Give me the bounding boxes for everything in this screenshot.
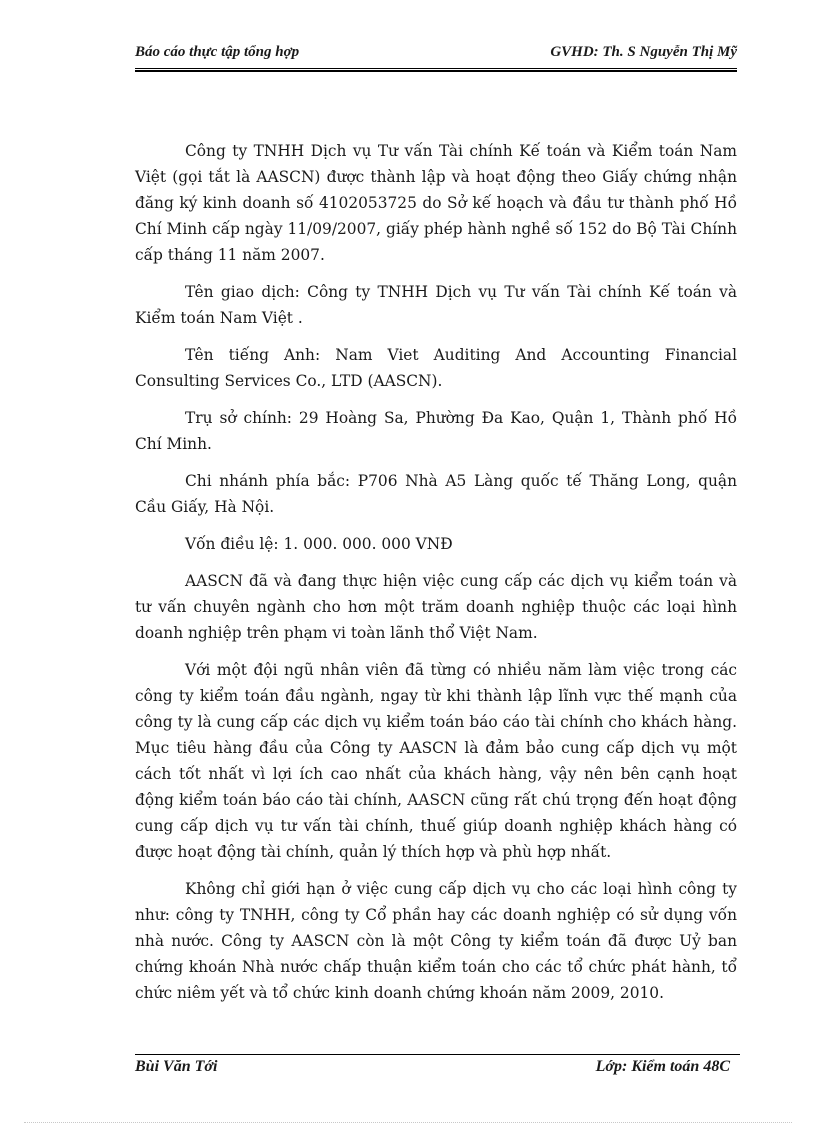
footer-class: Lớp: Kiểm toán 48C <box>595 1058 730 1075</box>
page-header <box>135 44 737 69</box>
footer-divider <box>135 1054 740 1055</box>
paragraph-trade-name: Tên giao dịch: Công ty TNHH Dịch vụ Tư vấn Tài chính Kế toán và Kiểm toán Nam Việt . <box>135 283 737 327</box>
header-supervisor: GVHD: Th. S Nguyễn Thị Mỹ <box>550 44 737 60</box>
document-body <box>135 138 737 1017</box>
paragraph-staff-mission: Với một đội ngũ nhân viên đã từng có nhiều năm làm việc trong các công ty kiểm toán đầu ngành, ngay từ khi thành lập lĩnh vực thế mạnh của công ty là cung cấp các dịch vụ kiểm toán báo cáo tài chính cho khách hàng. Mục tiêu hàng đầu của Công ty AASCN là đảm bảo cung cấp dịch vụ một cách tốt nhất vì lợi ích cao nhất của khách hàng, vậy nên bên cạnh hoạt động kiểm toán báo cáo tài chính, AASCN cũng rất chú trọng đến hoạt động cung cấp dịch vụ tư vấn tài chính, thuế giúp doanh nghiệp khách hàng có được hoạt động tài chính, quản lý thích hợp và phù hợp nhất. <box>135 661 737 861</box>
paragraph-english-name: Tên tiếng Anh: Nam Viet Auditing And Accounting Financial Consulting Services Co., LTD (AASCN). <box>135 346 737 390</box>
header-divider <box>135 70 737 72</box>
paragraph-scope: Không chỉ giới hạn ở việc cung cấp dịch vụ cho các loại hình công ty như: công ty TNHH, công ty Cổ phần hay các doanh nghiệp có sử dụng vốn nhà nước. Công ty AASCN còn là một Công ty kiểm toán đã được Uỷ ban chứng khoán Nhà nước chấp thuận kiểm toán cho các tổ chức phát hành, tổ chức niêm yết và tổ chức kinh doanh chứng khoán năm 2009, 2010. <box>135 880 737 1002</box>
paragraph-services: AASCN đã và đang thực hiện việc cung cấp các dịch vụ kiểm toán và tư vấn chuyên ngành cho hơn một trăm doanh nghiệp thuộc các loại hình doanh nghiệp trên phạm vi toàn lãnh thổ Việt Nam. <box>135 572 737 642</box>
paragraph-charter-capital: Vốn điều lệ: 1. 000. 000. 000 VNĐ <box>185 535 453 553</box>
header-report-title: Báo cáo thực tập tổng hợp <box>135 44 300 60</box>
page-footer <box>135 1058 740 1076</box>
paragraph-head-office: Trụ sở chính: 29 Hoàng Sa, Phường Đa Kao, Quận 1, Thành phố Hồ Chí Minh. <box>135 409 737 453</box>
footer-author: Bùi Văn Tới <box>135 1058 218 1075</box>
paragraph-company-intro: Công ty TNHH Dịch vụ Tư vấn Tài chính Kế toán và Kiểm toán Nam Việt (gọi tắt là AASCN) được thành lập và hoạt động theo Giấy chứng nhận đăng ký kinh doanh số 4102053725 do Sở kế hoạch và đầu tư thành phố Hồ Chí Minh cấp ngày 11/09/2007, giấy phép hành nghề số 152 do Bộ Tài Chính cấp tháng 11 năm 2007. <box>135 142 737 264</box>
paragraph-north-branch: Chi nhánh phía bắc: P706 Nhà A5 Làng quốc tế Thăng Long, quận Cầu Giấy, Hà Nội. <box>135 472 737 516</box>
